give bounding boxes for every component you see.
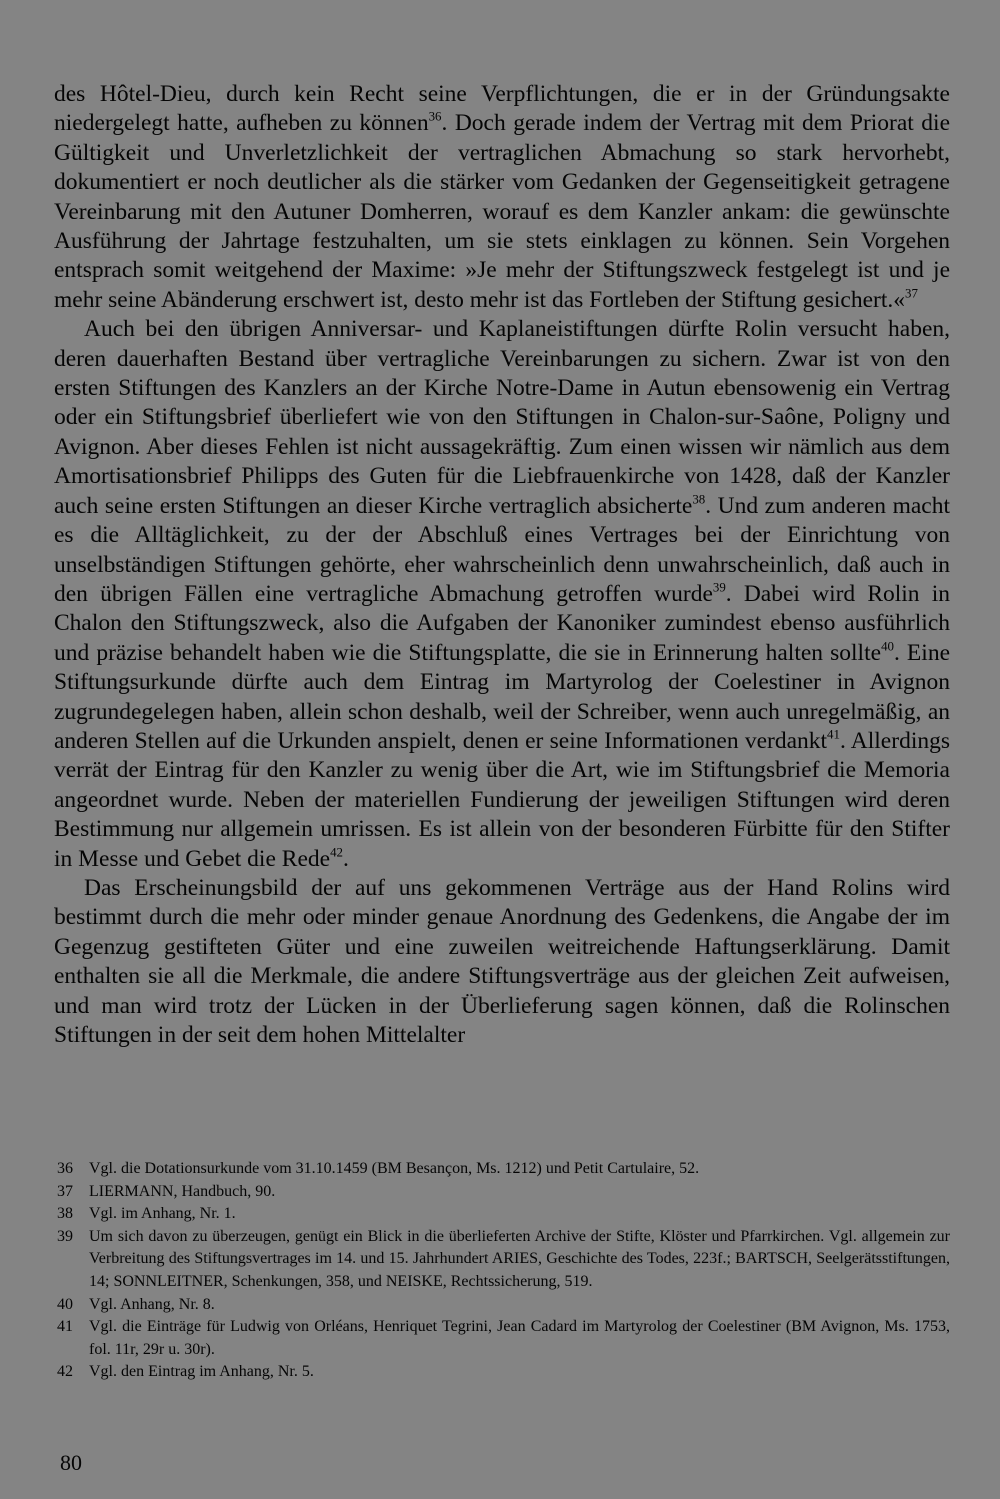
paragraph-text: des Hôtel-Dieu, durch kein Recht seine Verpflichtungen, die er in der Gründungsakte niedergelegt hatte, aufheben zu können xyxy=(54,81,950,137)
page-number: 80 xyxy=(60,1450,82,1475)
footnote-text: Vgl. die Einträge für Ludwig von Orléans, Henriquet Tegrini, Jean Cadard im Martyrolog der Coelestiner (BM Avignon, Ms. 1753, fol. 11r, 29r u. 30r). xyxy=(89,1318,950,1358)
footnote-text: Um sich davon zu überzeugen, genügt ein Blick in die überlieferten Archive der Stifte, Klöster und Pfarrkirchen. Vgl. allgemein zur Verbreitung des Stiftungsvertrages im 14. und 15. Jahrhundert ARIES, Geschichte des Todes, 223f.; BARTSCH, Seelgerätsstiftungen, 14; SONNLEITNER, Schenkungen, 358, und NEISKE, Rechtssicherung, 519. xyxy=(89,1227,950,1290)
paragraph-text: Auch bei den übrigen Anniversar- und Kaplaneistiftungen dürfte Rolin versucht haben, deren dauerhaften Bestand über vertragliche Vereinbarungen zu sichern. Zwar ist von den ersten Stiftungen des Kanzlers an der Kirche Notre-Dame in Autun ebensowenig ein Vertrag oder ein Stiftungsbrief überliefert wie von den Stiftungen in Chalon-sur-Saône, Poligny und Avignon. Aber dieses Fehlen ist nicht aussagekräftig. Zum einen wissen wir nämlich aus dem Amortisationsbrief Philipps des Guten für die Liebfrauenkirche von 1428, daß der Kanzler auch seine ersten Stiftungen an dieser Kirche vertraglich absicherte xyxy=(54,316,950,519)
footnote xyxy=(57,1226,950,1294)
footnote-number: 40 xyxy=(57,1295,73,1313)
paragraph-text: . Eine Stiftungsurkunde dürfte auch dem Eintrag im Martyrolog der Coelestiner in Avignon zugrundegelegen haben, allein schon deshalb, weil der Schreiber, wenn auch unregelmäßig, an anderen Stellen auf die Urkunden anspielt, denen er seine Informationen verdankt xyxy=(54,639,950,754)
footnote-text: Vgl. die Dotationsurkunde vom 31.10.1459 (BM Besançon, Ms. 1212) und Petit Cartulaire, 52. xyxy=(89,1160,700,1177)
footnote-ref: 38 xyxy=(692,491,706,506)
footnote xyxy=(57,1361,950,1384)
footnote-number: 41 xyxy=(57,1318,73,1336)
paragraph xyxy=(54,315,950,874)
paragraph-text: Das Erscheinungsbild der auf uns gekommenen Verträge aus der Hand Rolins wird bestimmt durch die mehr oder minder genaue Anordnung des Gedenkens, die Angabe der im Gegenzug gestifteten Güter und eine zuweilen weitreichende Haftungserklärung. Damit enthalten sie all die Merkmale, die andere Stiftungsverträge aus der gleichen Zeit aufweisen, und man wird trotz der Lücken in der Überlieferung sagen können, daß die Rolinschen Stiftungen in der seit dem hohen Mittelalter xyxy=(54,874,950,1048)
footnote xyxy=(57,1294,950,1317)
paragraph-text: . Allerdings verrät der Eintrag für den Kanzler zu wenig über die Art, wie im Stiftungsbrief die Memoria angeordnet wurde. Neben der materiellen Fundierung der jeweiligen Stiftungen wird deren Bestimmung nur allgemein umrissen. Es ist allein von der besonderen Fürbitte für den Stifter in Messe und Gebet die Rede xyxy=(54,727,950,872)
paragraph-text: . xyxy=(342,845,349,872)
paragraph xyxy=(54,874,950,1050)
footnote xyxy=(57,1181,950,1204)
footnote-ref: 37 xyxy=(905,285,918,301)
paragraph-text: . Und zum anderen macht es die Alltäglichkeit, zu der der Abschluß eines Vertrages bei der Einrichtung von unselbständigen Stiftungen gehörte, eher wahrscheinlich denn unwahrscheinlich, daß auch in den übrigen Fällen eine vertragliche Abmachung getroffen wurde xyxy=(54,492,950,607)
footnote-number: 36 xyxy=(57,1160,73,1177)
footnotes xyxy=(57,1158,950,1384)
footnote xyxy=(57,1316,950,1361)
footnote-number: 37 xyxy=(57,1182,73,1200)
body-text xyxy=(54,80,950,1050)
footnote-ref: 40 xyxy=(881,638,894,654)
footnote-ref: 41 xyxy=(827,726,840,742)
paragraph-text: . Dabei wird Rolin in Chalon den Stiftungszweck, also die Aufgaben der Kanoniker zumindest ebenso ausführlich und präzise behandelt haben wie die Stiftungsplatte, die sie in Erinnerung halten sollte xyxy=(54,580,950,666)
footnote xyxy=(57,1158,950,1181)
footnote-ref: 42 xyxy=(330,843,343,859)
footnote xyxy=(57,1203,950,1226)
footnote-number: 42 xyxy=(57,1363,73,1381)
footnote-number: 39 xyxy=(57,1227,73,1245)
paragraph xyxy=(54,80,950,315)
footnote-ref: 39 xyxy=(712,579,726,595)
footnote-text: Vgl. im Anhang, Nr. 1. xyxy=(89,1205,236,1223)
footnote-text: LIERMANN, Handbuch, 90. xyxy=(89,1182,276,1200)
footnote-ref: 36 xyxy=(428,108,442,124)
paragraph-text: . Doch gerade indem der Vertrag mit dem Priorat die Gültigkeit und Unverletzlichkeit der vertraglichen Abmachung so stark hervorhebt, dokumentiert er noch deutlicher als die stärker vom Gedanken der Gegenseitigkeit getragene Vereinbarung mit den Autuner Domherren, worauf es dem Kanzler ankam: die gewünschte Ausführung der Jahrtage festzuhalten, um sie stets einklagen zu können. Sein Vorgehen entsprach somit weitgehend der Maxime: »Je mehr der Stiftungszweck festgelegt ist und je mehr seine Abänderung erschwert ist, desto mehr ist das Fortleben der Stiftung gesichert.« xyxy=(54,110,951,313)
footnote-text: Vgl. Anhang, Nr. 8. xyxy=(89,1295,215,1313)
footnote-text: Vgl. den Eintrag im Anhang, Nr. 5. xyxy=(89,1363,314,1381)
footnote-number: 38 xyxy=(57,1205,73,1223)
